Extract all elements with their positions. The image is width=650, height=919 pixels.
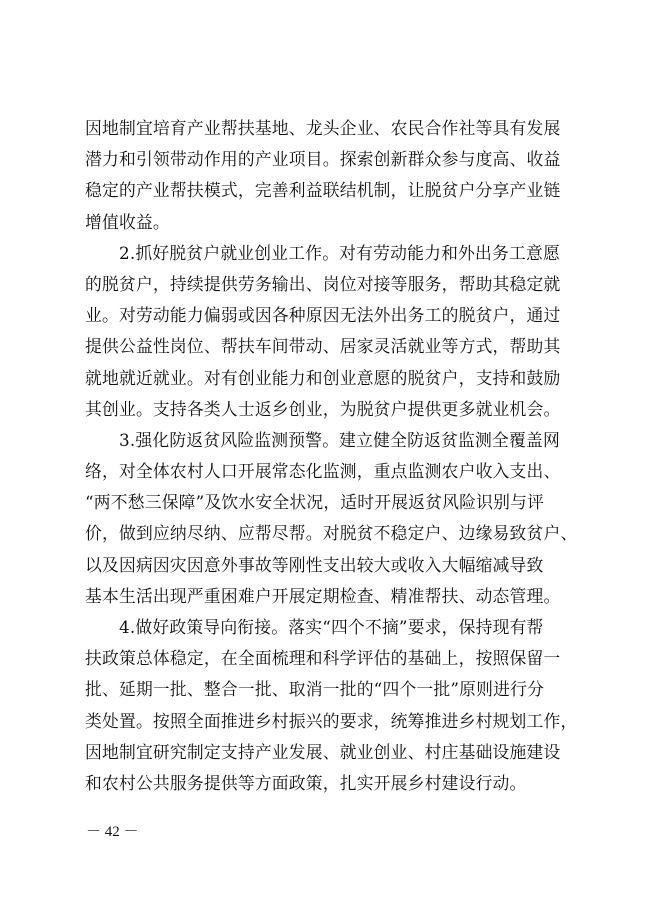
text-line: 稳定的产业帮扶模式，完善利益联结机制，让脱贫户分享产业链 [85, 180, 561, 201]
text-line: 其创业。支持各类人士返乡创业，为脱贫户提供更多就业机会。 [85, 398, 561, 419]
text-line: 的脱贫户，持续提供劳务输出、岗位对接等服务，帮助其稳定就 [85, 273, 561, 294]
section-2-heading-line: 2.抓好脱贫户就业创业工作。对有劳动能力和外出务工意愿 [119, 242, 560, 263]
text-line: 潜力和引领带动作用的产业项目。探索创新群众参与度高、收益 [85, 149, 561, 170]
section-3-heading-line: 3.强化防返贫风险监测预警。建立健全防返贫监测全覆盖网 [119, 429, 560, 450]
text-line: 络，对全体农村人口开展常态化监测，重点监测农户收入支出、 [85, 461, 561, 482]
section-4-heading-line: 4.做好政策导向衔接。落实“四个不摘”要求，保持现有帮 [119, 617, 544, 637]
text-line: 因地制宜培育产业帮扶基地、龙头企业、农民合作社等具有发展 [85, 118, 561, 138]
text-line: 和农村公共服务提供等方面政策，扎实开展乡村建设行动。 [85, 772, 527, 793]
text-line: 提供公益性岗位、帮扶车间带动、居家灵活就业等方式，帮助其 [85, 336, 561, 357]
text-line: 类处置。按照全面推进乡村振兴的要求，统筹推进乡村规划工作， [85, 710, 578, 731]
text-line: 批、延期一批、整合一批、取消一批的“四个一批”原则进行分 [85, 679, 545, 700]
text-line: 因地制宜研究制定支持产业发展、就业创业、村庄基础设施建设 [85, 741, 561, 762]
text-line: “两不愁三保障”及饮水安全状况，适时开展返贫风险识别与评 [85, 492, 545, 513]
text-line: 价，做到应纳尽纳、应帮尽帮。对脱贫不稳定户、边缘易致贫户、 [85, 523, 578, 544]
text-line: 就地就近就业。对有创业能力和创业意愿的脱贫户，支持和鼓励 [85, 367, 561, 388]
text-line: 扶政策总体稳定，在全面梳理和科学评估的基础上，按照保留一 [85, 648, 561, 669]
text-line: 增值收益。 [85, 211, 170, 232]
text-line: 基本生活出现严重困难户开展定期检查、精准帮扶、动态管理。 [85, 585, 561, 606]
page-number: － 42 － [86, 824, 139, 840]
body-text [85, 113, 578, 799]
text-line: 业。对劳动能力偏弱或因各种原因无法外出务工的脱贫户，通过 [85, 305, 561, 326]
text-line: 以及因病因灾因意外事故等刚性支出较大或收入大幅缩减导致 [85, 554, 544, 575]
